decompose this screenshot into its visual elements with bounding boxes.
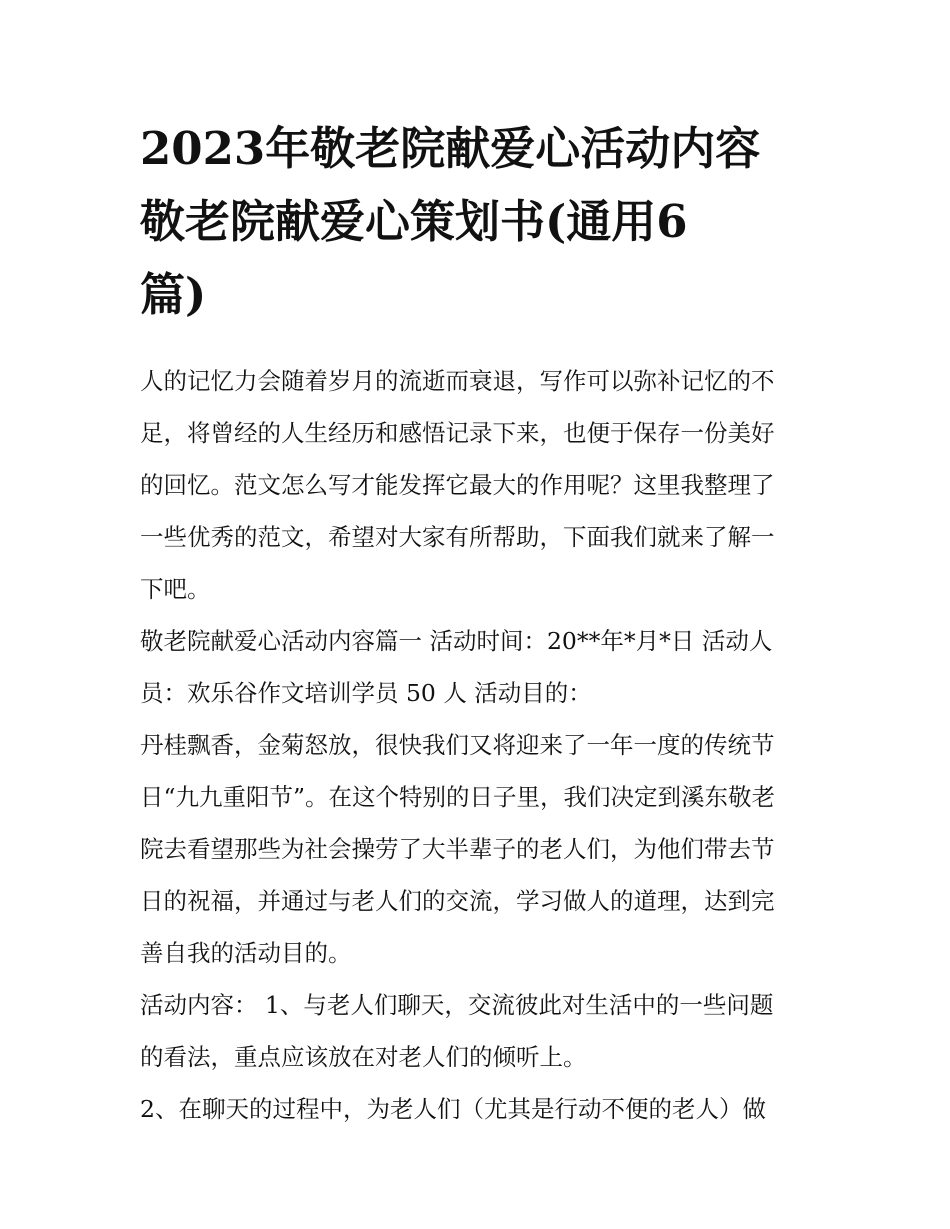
text-line: 员：欢乐谷作文培训学员 50 人 活动目的：: [140, 679, 592, 707]
text-line: 2、在聊天的过程中，为老人们（尤其是行动不便的老人）做: [140, 1095, 766, 1123]
title-line: 2023年敬老院献爱心活动内容: [140, 122, 761, 175]
text-line: 敬老院献爱心活动内容篇一 活动时间：20**年*月*日 活动人: [140, 627, 773, 655]
paragraph-intro: [140, 355, 820, 615]
paragraph-item-2: [140, 1083, 820, 1135]
text-line: 日的祝福，并通过与老人们的交流，学习做人的道理，达到完: [140, 887, 775, 915]
text-line: 的看法，重点应该放在对老人们的倾听上。: [140, 1043, 587, 1071]
text-line: 人的记忆力会随着岁月的流逝而衰退，写作可以弥补记忆的不: [140, 367, 775, 395]
paragraph-content: [140, 979, 820, 1083]
text-line: 院去看望那些为社会操劳了大半辈子的老人们，为他们带去节: [140, 835, 775, 863]
paragraph-activity-info: [140, 615, 820, 719]
text-line: 的回忆。范文怎么写才能发挥它最大的作用呢？这里我整理了: [140, 471, 775, 499]
text-line: 善自我的活动目的。: [140, 939, 352, 967]
text-line: 日“九九重阳节”。在这个特别的日子里，我们决定到溪东敬老: [140, 783, 776, 811]
title-line: 敬老院献爱心策划书(通用6: [140, 195, 688, 248]
text-line: 足，将曾经的人生经历和感悟记录下来，也便于保存一份美好: [140, 419, 775, 447]
text-line: 下吧。: [140, 575, 211, 603]
text-line: 丹桂飘香，金菊怒放，很快我们又将迎来了一年一度的传统节: [140, 731, 775, 759]
document-body: [140, 355, 820, 1135]
title-line: 篇): [140, 268, 207, 321]
text-line: 活动内容： 1、与老人们聊天，交流彼此对生活中的一些问题: [140, 991, 774, 1019]
paragraph-purpose: [140, 719, 820, 979]
text-line: 一些优秀的范文，希望对大家有所帮助，下面我们就来了解一: [140, 523, 775, 551]
document-title: [140, 112, 820, 331]
